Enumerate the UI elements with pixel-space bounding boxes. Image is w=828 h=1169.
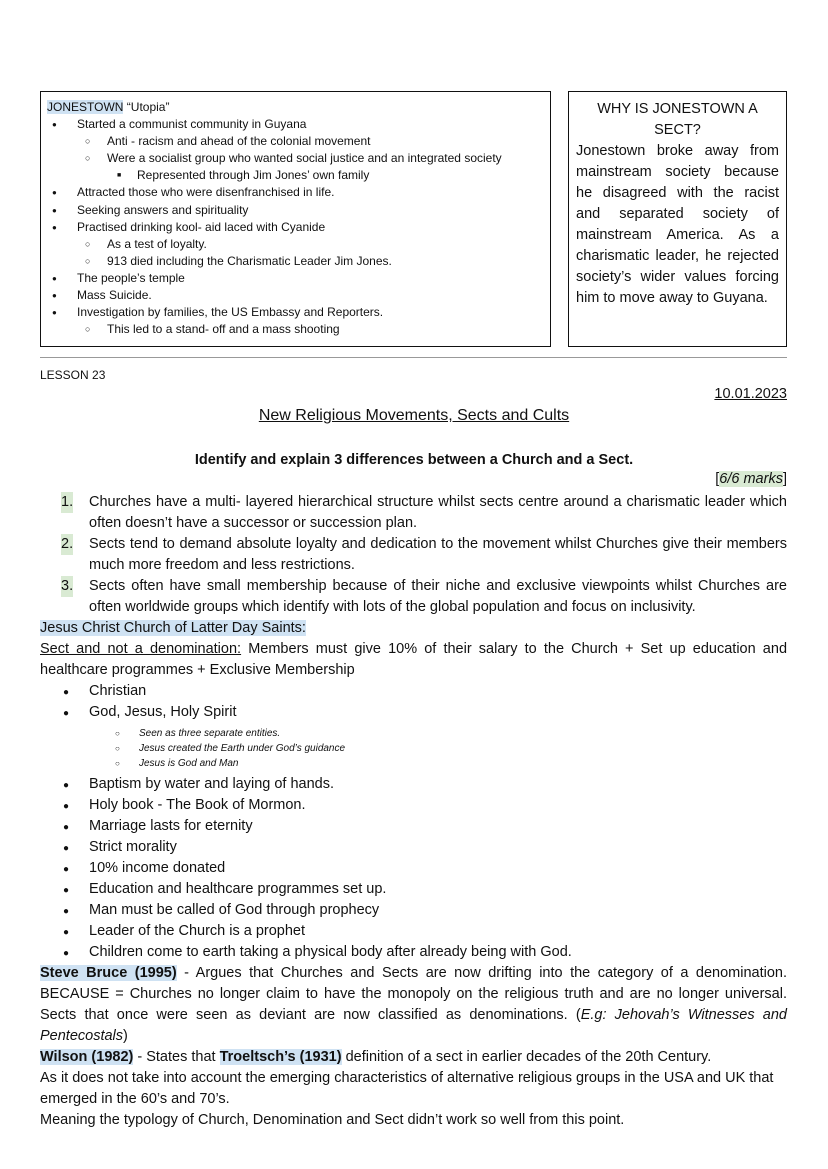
lds-heading-line <box>40 618 787 639</box>
list-item: ● Holy book - The Book of Mormon. <box>40 795 787 816</box>
list-item: ● Seeking answers and spirituality <box>47 202 544 219</box>
wilson-text: - States that <box>133 1049 220 1065</box>
bruce-example: E.g: Jehovah’s Witnesses and Pentecostals <box>40 1007 787 1044</box>
lds-sect-label: Sect and not a denomination: <box>40 641 242 657</box>
answer-item <box>40 576 787 618</box>
wilson-line-2: As it does not take into account the emerging characteristics of alternative religious groups in the USA and UK that emerged in the 60’s and 70’s. <box>40 1070 774 1107</box>
list-item: ● Children come to earth taking a physical body after already being with God. <box>40 942 787 963</box>
bruce-name: Steve Bruce (1995) <box>40 965 177 981</box>
list-item: ● Leader of the Church is a prophet <box>40 921 787 942</box>
list-item: ● The people’s temple <box>47 270 544 287</box>
list-item: ○ Jesus created the Earth under God’s guidance <box>40 741 787 756</box>
list-item: ● Started a communist community in Guyana <box>47 116 544 133</box>
bruce-text-end: ) <box>123 1028 128 1044</box>
list-item: ○ Anti - racism and ahead of the colonial movement <box>47 133 544 150</box>
wilson-line-3: Meaning the typology of Church, Denomination and Sect didn’t work so well from this point. <box>40 1112 625 1128</box>
wilson-paragraph <box>40 1047 787 1068</box>
lesson-label: LESSON 23 <box>40 368 106 382</box>
list-item: ● God, Jesus, Holy Spirit <box>40 702 787 723</box>
list-item: ● Man must be called of God through prophecy <box>40 900 787 921</box>
answer-number: 1. <box>61 492 73 513</box>
question-heading: Identify and explain 3 differences between a Church and a Sect. <box>194 452 634 468</box>
marks-badge <box>715 471 787 487</box>
lds-sect-paragraph <box>40 639 787 681</box>
why-sect-title: WHY IS JONESTOWN A SECT? <box>597 101 758 138</box>
answer-number: 2. <box>61 534 73 555</box>
bruce-paragraph <box>40 963 787 1047</box>
why-sect-box <box>568 91 787 347</box>
troeltsch-name: Troeltsch’s (1931) <box>219 1049 342 1065</box>
marks-score: 6/6 marks <box>719 471 783 487</box>
lds-heading: Jesus Christ Church of Latter Day Saints: <box>40 620 306 636</box>
main-content <box>40 492 787 1131</box>
lesson-date: 10.01.2023 <box>714 386 787 402</box>
jonestown-notes-box <box>40 91 551 347</box>
list-item: ● Practised drinking kool- aid laced with Cyanide <box>47 219 544 236</box>
list-item: ○ This led to a stand- off and a mass shooting <box>47 321 544 338</box>
list-item: ● Marriage lasts for eternity <box>40 816 787 837</box>
answer-item <box>40 492 787 534</box>
list-item: ● Attracted those who were disenfranchised in life. <box>47 184 544 201</box>
list-item: ○ 913 died including the Charismatic Leader Jim Jones. <box>47 253 544 270</box>
list-item: ○ Seen as three separate entities. <box>40 726 787 741</box>
list-item: ● Strict morality <box>40 837 787 858</box>
list-item: ● Education and healthcare programmes set up. <box>40 879 787 900</box>
jonestown-title: JONESTOWN <box>47 100 124 114</box>
jonestown-title-suffix: “Utopia” <box>123 100 170 114</box>
answer-text: Churches have a multi- layered hierarchical structure whilst sects centre around a charismatic leader which often doesn’t have a successor or succession plan. <box>89 494 787 531</box>
why-sect-body: Jonestown broke away from mainstream society because he disagreed with the racist and separated society of mainstream America. As a charismatic leader, he rejected society’s wider values forcing him to move away to Guyana. <box>576 143 779 306</box>
lds-list <box>40 681 787 963</box>
answer-item <box>40 534 787 576</box>
marks-close-bracket: ] <box>782 471 787 487</box>
wilson-name: Wilson (1982) <box>40 1049 134 1065</box>
answer-number: 3. <box>61 576 73 597</box>
wilson-text-end: definition of a sect in earlier decades of the 20th Century. <box>341 1049 712 1065</box>
lds-sect-text: Members must give 10% of their salary to the Church + Set up education and healthcare programmes + Exclusive Membership <box>40 641 788 678</box>
jonestown-title-line <box>47 99 544 116</box>
list-item: ● Investigation by families, the US Embassy and Reporters. <box>47 304 544 321</box>
page-title: New Religious Movements, Sects and Cults <box>258 407 570 424</box>
bruce-text: - Argues that Churches and Sects are now drifting into the category of a denomination. BECAUSE = Churches no longer claim to have the monopoly on the religious truth and are no longer universal. Sects that once were seen as deviant are now classified as denominations. ( <box>40 965 788 1023</box>
list-item: ○ Were a socialist group who wanted social justice and an integrated society <box>47 150 544 167</box>
list-item: ● Christian <box>40 681 787 702</box>
horizontal-divider <box>40 357 787 358</box>
list-item: ● Mass Suicide. <box>47 287 544 304</box>
list-item: ■ Represented through Jim Jones’ own family <box>47 167 544 184</box>
answer-text: Sects often have small membership because of their niche and exclusive viewpoints whilst Churches are often worldwide groups which identify with lots of the global population and focus on inclusivity. <box>89 578 787 615</box>
list-item: ● 10% income donated <box>40 858 787 879</box>
list-item: ○ As a test of loyalty. <box>47 236 544 253</box>
list-item: ● Baptism by water and laying of hands. <box>40 774 787 795</box>
marks-open-bracket: [ <box>715 471 720 487</box>
list-item: ○ Jesus is God and Man <box>40 756 787 771</box>
answer-text: Sects tend to demand absolute loyalty and dedication to the movement whilst Churches give their members much more freedom and less restrictions. <box>89 536 787 573</box>
jonestown-list <box>47 116 544 338</box>
